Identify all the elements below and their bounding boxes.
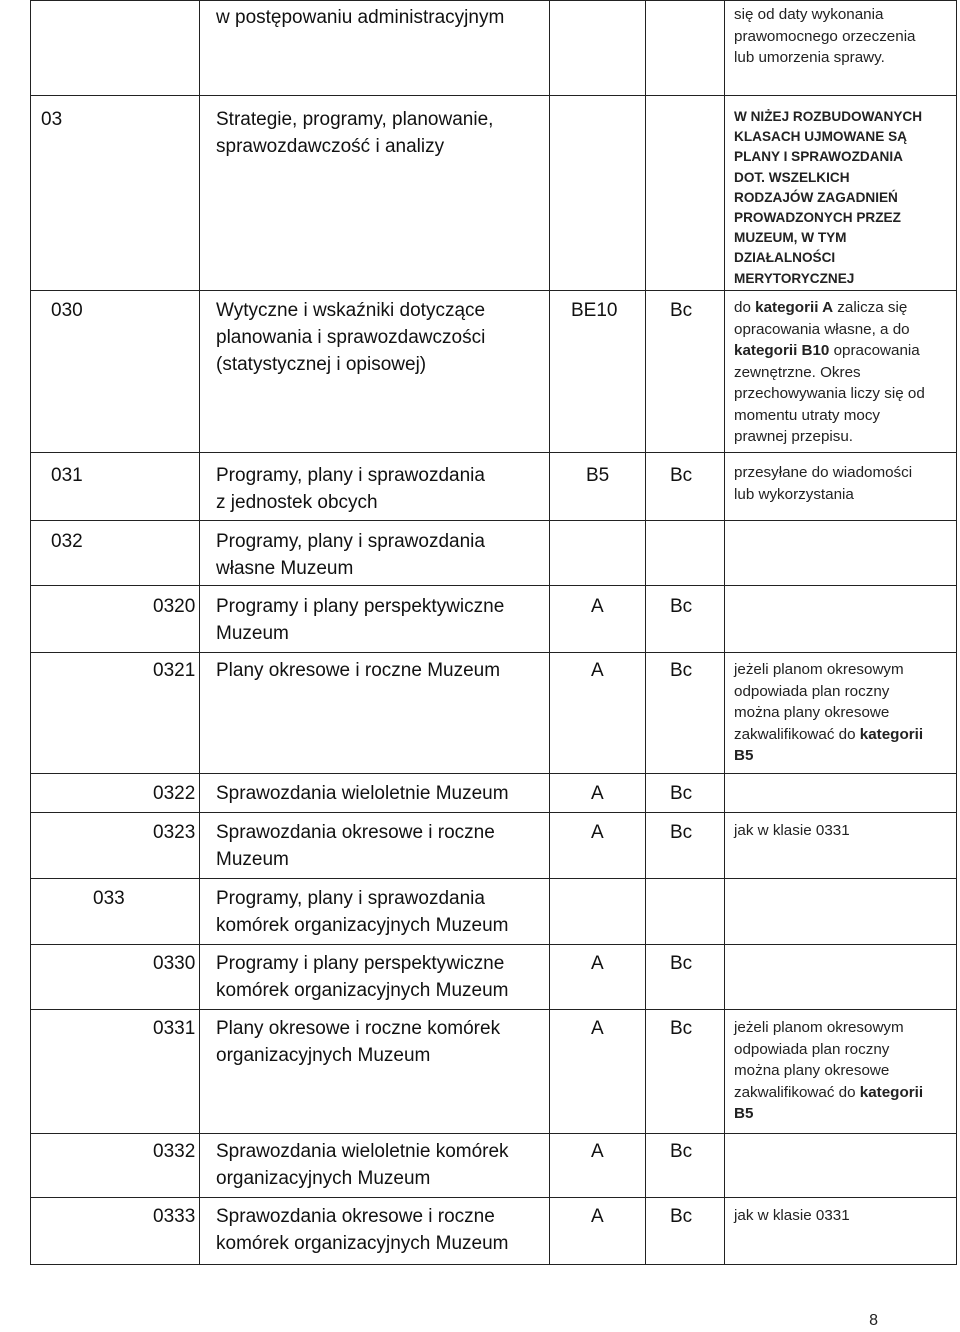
row-note [734,462,912,505]
row-title: Sprawozdania wieloletnie Muzeum [216,783,509,804]
note-line: prawnej przepisu. [734,428,854,445]
note-line: zewnętrzne. Okres [734,363,861,381]
archive-category: BE10 [571,300,618,321]
row-title [216,462,485,516]
row-title [216,106,493,160]
note-line: MUZEUM, W TYM [734,230,847,246]
note-line: zakwalifikować do kategorii [734,1083,924,1101]
page-number: 8 [869,1312,878,1329]
row-divider [30,585,957,586]
note-line: przechowywania liczy się od [734,385,925,402]
title-line: Strategie, programy, planowanie, [216,109,494,130]
row-divider [30,878,957,879]
title-line: Programy i plany perspektywiczne [216,596,505,617]
note-line: można plany okresowe [734,1062,890,1079]
note-line: się od daty wykonania [734,6,884,23]
class-code: 031 [51,465,83,486]
row-divider [30,812,957,813]
class-code: 0331 [153,1018,196,1039]
row-title: Plany okresowe i roczne Muzeum [216,660,501,681]
note-line: lub umorzenia sprawy. [734,49,885,66]
cell-category: Bc [670,465,693,486]
archive-category: A [591,1206,604,1227]
class-code: 0322 [153,783,196,804]
cell-category: Bc [670,1206,693,1227]
row-title [216,593,504,647]
note-line: PROWADZONYCH PRZEZ [734,210,901,226]
row-divider [30,520,957,521]
cell-category: Bc [670,1141,693,1162]
note-line: zakwalifikować do kategorii [734,725,924,743]
title-line: organizacyjnych Muzeum [216,1045,431,1066]
archive-category: A [591,783,604,804]
row-title [216,950,509,1004]
archive-category: A [591,1141,604,1162]
class-code: 03 [41,109,63,130]
title-line: Programy, plany i sprawozdania [216,888,485,909]
cell-category: Bc [670,783,693,804]
row-divider [30,944,957,945]
note-line: opracowania własne, a do [734,320,910,338]
class-code: 0320 [153,596,196,617]
row-divider [30,1197,957,1198]
note-line: KLASACH UJMOWANE SĄ [734,129,907,145]
row-title: w postępowaniu administracyjnym [216,7,505,28]
title-line: Muzeum [216,849,289,870]
row-divider [30,95,957,96]
class-code: 0323 [153,822,196,843]
row-divider [30,0,957,1]
archive-category: A [591,1018,604,1039]
row-divider [30,452,957,453]
note-line: lub wykorzystania [734,485,854,503]
note-line: DOT. WSZELKICH [734,169,850,185]
row-title [216,819,495,873]
row-note: jak w klasie 0331 [734,1207,850,1224]
archive-category: A [591,660,604,681]
note-line: przesyłane do wiadomości [734,464,913,481]
note-line: B5 [734,1105,754,1122]
cell-category: Bc [670,1018,693,1039]
row-title [216,1203,509,1257]
note-line: PLANY I SPRAWOZDANIA [734,149,903,165]
class-code: 0321 [153,660,196,681]
row-title [216,528,485,582]
cell-category: Bc [670,822,693,843]
title-line: komórek organizacyjnych Muzeum [216,980,509,1001]
row-divider [30,1133,957,1134]
class-code: 032 [51,531,83,552]
cell-category: Bc [670,300,693,321]
class-code: 0330 [153,953,196,974]
column-divider [645,0,646,1265]
column-divider [724,0,725,1265]
column-divider [549,0,550,1265]
row-title [216,1138,509,1192]
title-line: komórek organizacyjnych Muzeum [216,1233,509,1254]
row-divider [30,290,957,291]
class-code: 033 [93,888,125,909]
title-line: organizacyjnych Muzeum [216,1168,431,1189]
archive-category: A [591,822,604,843]
row-title [216,1015,500,1069]
row-divider [30,1264,957,1265]
row-note [734,107,922,289]
row-divider [30,1009,957,1010]
title-line: Muzeum [216,623,289,644]
note-line: odpowiada plan roczny [734,682,890,700]
note-line: odpowiada plan roczny [734,1040,890,1058]
row-divider [30,773,957,774]
class-code: 030 [51,300,83,321]
title-line: własne Muzeum [216,558,354,579]
note-line: kategorii B10 opracowania [734,342,920,359]
title-line: planowania i sprawozdawczości [216,327,486,348]
title-line: Wytyczne i wskaźniki dotyczące [216,300,486,321]
cell-category: Bc [670,660,693,681]
note-line: RODZAJÓW ZAGADNIEŃ [734,189,898,205]
title-line: z jednostek obcych [216,492,378,513]
title-line: Programy, plany i sprawozdania [216,531,485,552]
archive-category: A [591,596,604,617]
note-line: momentu utraty mocy [734,406,881,424]
note-line: DZIAŁALNOŚCI [734,250,836,266]
column-divider [199,0,200,1265]
row-note [734,4,916,69]
class-code: 0333 [153,1206,196,1227]
note-line: B5 [734,747,754,764]
column-divider [956,0,957,1265]
title-line: Programy, plany i sprawozdania [216,465,485,486]
row-title [216,297,485,378]
class-code: 0332 [153,1141,196,1162]
row-note [734,297,925,448]
title-line: Plany okresowe i roczne komórek [216,1018,501,1039]
title-line: Sprawozdania wieloletnie komórek [216,1141,509,1162]
row-note [734,659,923,767]
row-note: jak w klasie 0331 [734,822,850,839]
title-line: Programy i plany perspektywiczne [216,953,505,974]
cell-category: Bc [670,953,693,974]
note-line: do kategorii A zalicza się [734,299,908,316]
note-line: jeżeli planom okresowym [734,1019,904,1036]
note-line: MERYTORYCZNEJ [734,270,855,286]
title-line: sprawozdawczość i analizy [216,136,445,157]
title-line: Sprawozdania okresowe i roczne [216,822,495,843]
note-line: jeżeli planom okresowym [734,661,904,678]
row-title [216,885,509,939]
archive-category: B5 [586,465,610,486]
row-divider [30,652,957,653]
title-line: (statystycznej i opisowej) [216,354,427,375]
column-divider [30,0,31,1265]
archive-category: A [591,953,604,974]
note-line: W NIŻEJ ROZBUDOWANYCH [734,109,923,124]
note-line: można plany okresowe [734,704,890,721]
cell-category: Bc [670,596,693,617]
title-line: Sprawozdania okresowe i roczne [216,1206,495,1227]
note-line: prawomocnego orzeczenia [734,27,916,45]
row-note [734,1017,923,1125]
title-line: komórek organizacyjnych Muzeum [216,915,509,936]
